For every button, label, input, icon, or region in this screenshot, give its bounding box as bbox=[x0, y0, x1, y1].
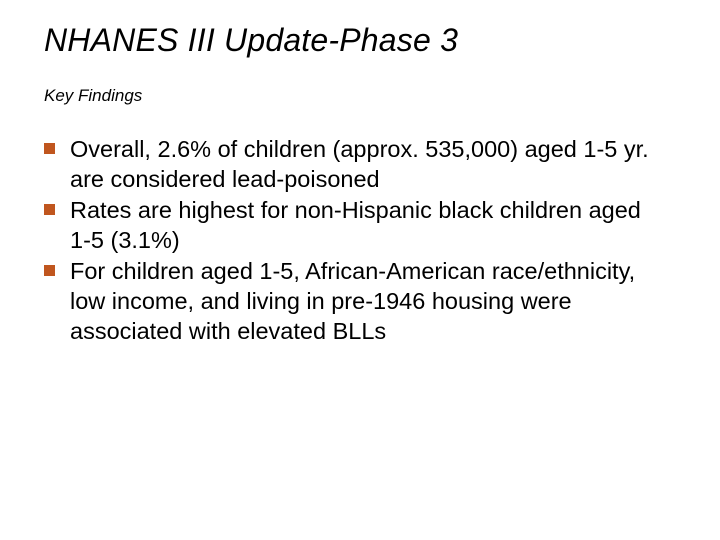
bullet-list bbox=[44, 134, 664, 347]
square-bullet-icon bbox=[44, 143, 55, 154]
slide-title: NHANES III Update-Phase 3 bbox=[44, 22, 459, 58]
bullet-item bbox=[44, 195, 664, 255]
bullet-text: Overall, 2.6% of children (approx. 535,000) aged 1-5 yr. are considered lead-poisoned bbox=[70, 136, 649, 192]
bullet-text: Rates are highest for non-Hispanic black children aged 1-5 (3.1%) bbox=[70, 197, 641, 253]
slide-subtitle: Key Findings bbox=[44, 86, 143, 105]
square-bullet-icon bbox=[44, 265, 55, 276]
square-bullet-icon bbox=[44, 204, 55, 215]
bullet-text: For children aged 1-5, African-American race/ethnicity, low income, and living in pre-1946 housing were associated with elevated BLLs bbox=[70, 258, 636, 344]
bullet-item bbox=[44, 256, 664, 346]
bullet-item bbox=[44, 134, 664, 194]
